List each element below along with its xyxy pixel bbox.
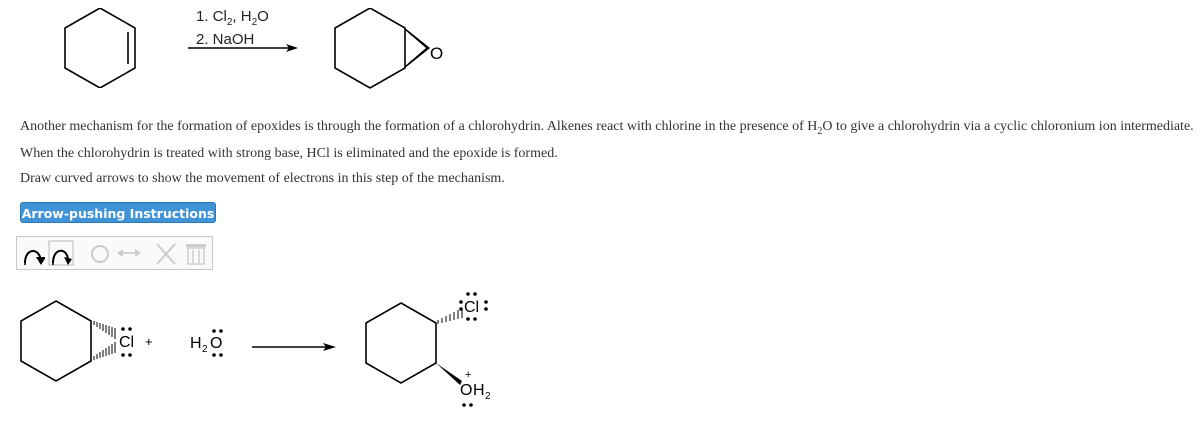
ring-arrow-icon[interactable] xyxy=(87,239,113,267)
instruction-text: Draw curved arrows to show the movement of electrons in this step of the mechanism. xyxy=(20,171,505,186)
trash-icon[interactable] xyxy=(183,239,209,267)
description-paragraph: Another mechanism for the formation of epoxides is through the formation of a chlorohydrin. Alkenes react with chlorine in the presence of $H_2O$ to give a chlorohydrin via a cyclic chloronium ion intermediate. When the chlorohydrin is treated with strong base, HCl is eliminated and the epoxide is formed. xyxy=(20,119,1194,161)
chlorohydrin-intermediate-structure xyxy=(356,278,516,413)
water-h-label: H xyxy=(190,335,202,352)
water-o-label: O xyxy=(210,335,223,352)
delete-icon[interactable] xyxy=(153,239,179,267)
reaction-arrow xyxy=(186,42,301,54)
plus-sign: + xyxy=(145,334,153,349)
chloronium-cl-label: Cl xyxy=(119,334,135,351)
resonance-arrow-icon[interactable] xyxy=(115,239,143,267)
cyclohexene-structure xyxy=(60,8,150,88)
product-subscript: 2 xyxy=(485,391,491,402)
oxonium-charge: + xyxy=(465,369,472,381)
water-molecule xyxy=(186,320,236,370)
arrow-toolbar xyxy=(16,236,213,270)
arrow-pushing-instructions-button[interactable]: Arrow-pushing Instructions xyxy=(20,202,216,223)
product-h-label: H xyxy=(473,382,485,399)
water-subscript: 2 xyxy=(202,344,208,355)
epoxide-structure xyxy=(330,8,450,93)
product-cl-label: Cl xyxy=(464,299,480,316)
product-o-label: O xyxy=(460,382,473,399)
chloronium-ion-structure xyxy=(16,300,176,390)
epoxide-oxygen-label: O xyxy=(430,44,444,63)
mechanism-reaction-arrow xyxy=(250,341,340,353)
single-barbed-arrow-icon[interactable] xyxy=(48,239,74,267)
reagent-step-1: 1. $Cl_2$, $H_2O$ xyxy=(196,8,269,28)
double-barbed-arrow-icon[interactable] xyxy=(21,239,45,267)
reagent-step-2: 2. NaOH xyxy=(196,31,255,48)
